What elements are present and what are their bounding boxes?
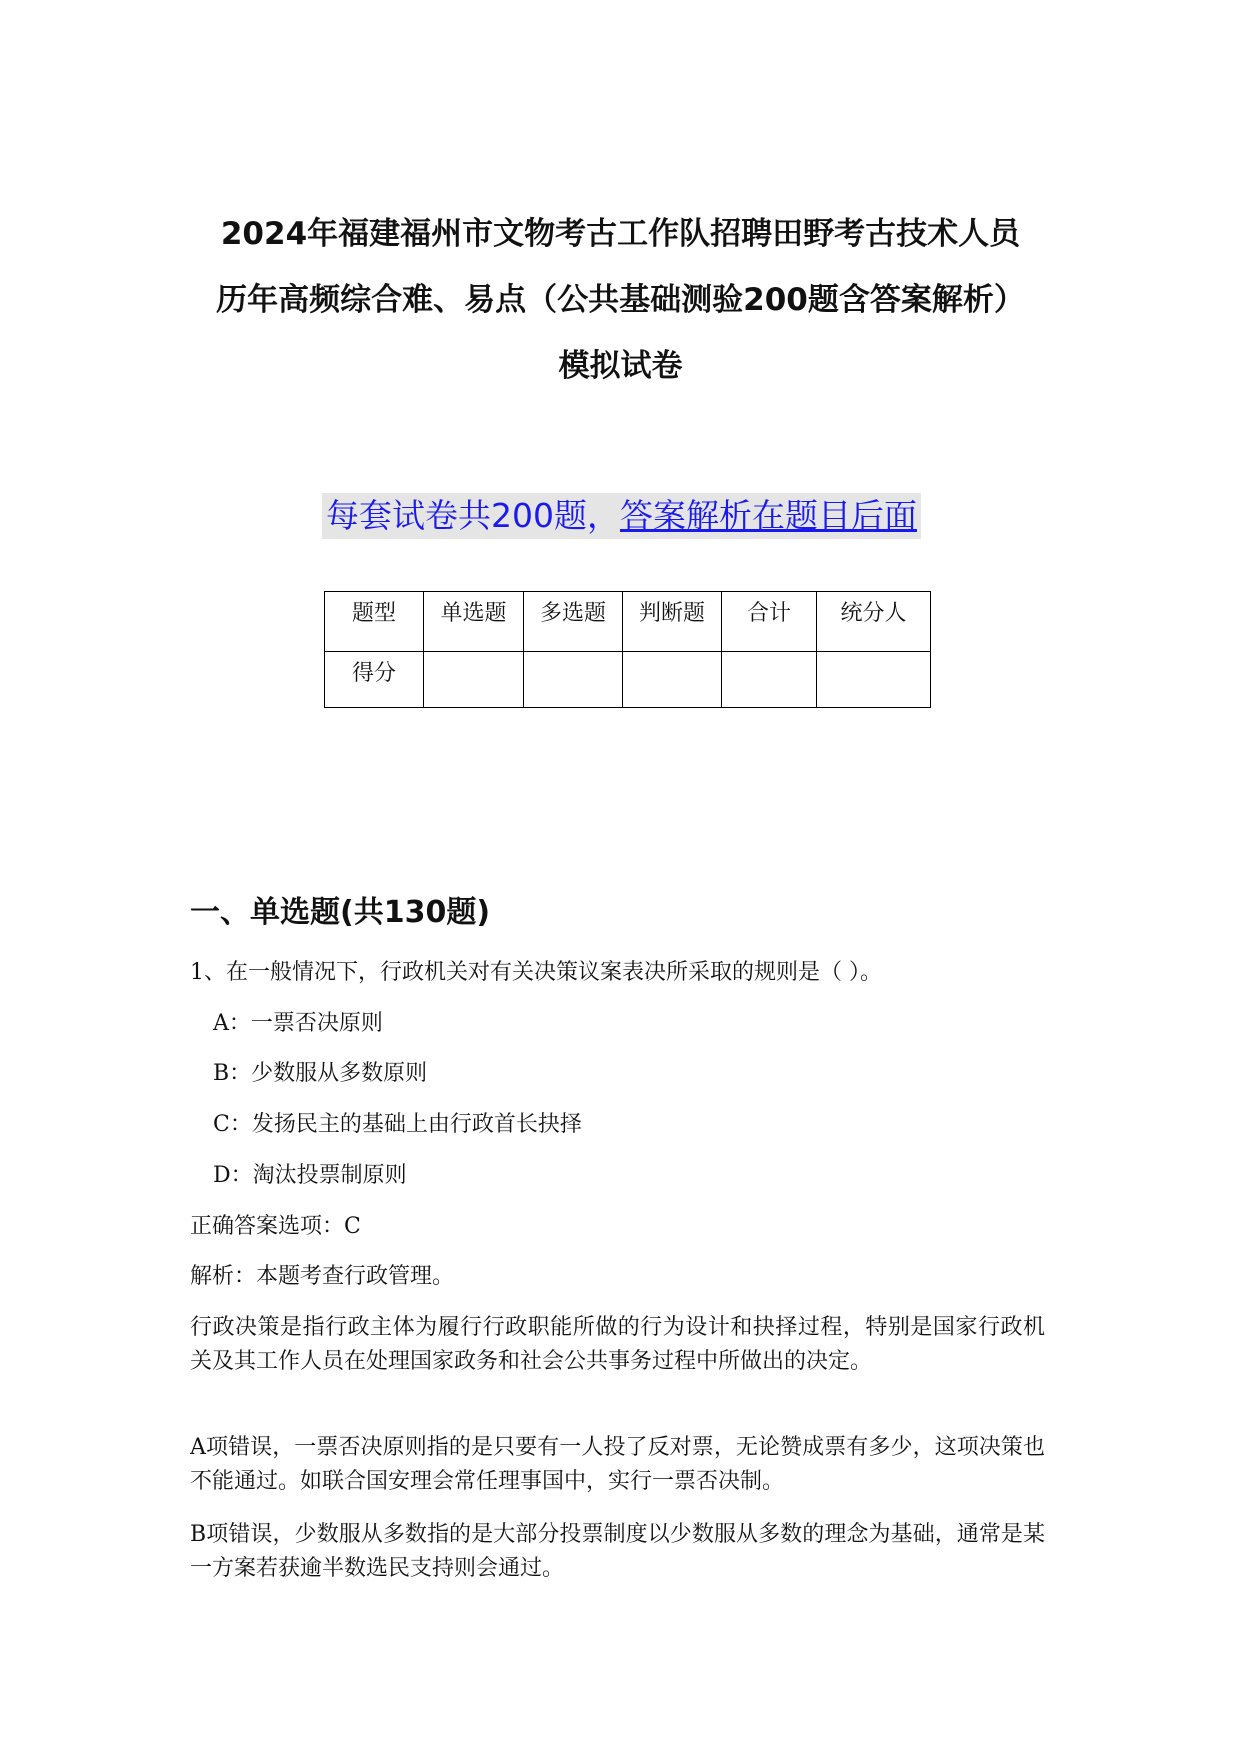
score-cell-true-false bbox=[623, 652, 722, 708]
analysis-paragraph: 行政决策是指行政主体为履行行政职能所做的行为设计和抉择过程，特别是国家行政机关及其工作人员在处理国家政务和社会公共事务过程中所做出的决定。 bbox=[190, 1315, 1045, 1374]
answer-line: 正确答案选项：C bbox=[190, 1214, 361, 1239]
score-row-label: 得分 bbox=[325, 652, 424, 708]
score-cell-total bbox=[722, 652, 817, 708]
score-cell-single-choice bbox=[424, 652, 524, 708]
score-table-score-row bbox=[325, 652, 931, 708]
header-multiple-choice: 多选题 bbox=[524, 592, 623, 652]
score-table bbox=[324, 591, 931, 708]
score-cell-multiple-choice bbox=[524, 652, 623, 708]
answer-explanation-link[interactable]: 答案解析在题目后面 bbox=[620, 496, 917, 535]
section-heading: 一、单选题(共130题) bbox=[190, 895, 491, 930]
header-scorer: 统分人 bbox=[817, 592, 931, 652]
header-true-false: 判断题 bbox=[623, 592, 722, 652]
notice-banner bbox=[322, 493, 921, 539]
score-cell-scorer bbox=[817, 652, 931, 708]
header-total: 合计 bbox=[722, 592, 817, 652]
header-single-choice: 单选题 bbox=[424, 592, 524, 652]
analysis-paragraph: A项错误，一票否决原则指的是只要有一人投了反对票，无论赞成票有多少，这项决策也不能通过。如联合国安理会常任理事国中，实行一票否决制。 bbox=[190, 1435, 1045, 1494]
document-title-line-2: 历年高频综合难、易点（公共基础测验200题含答案解析） bbox=[216, 282, 1025, 318]
header-question-type: 题型 bbox=[325, 592, 424, 652]
analysis-paragraph: B项错误，少数服从多数指的是大部分投票制度以少数服从多数的理念为基础，通常是某一方案若获逾半数选民支持则会通过。 bbox=[190, 1522, 1045, 1581]
document-title-line-1: 2024年福建福州市文物考古工作队招聘田野考古技术人员 bbox=[220, 216, 1021, 252]
option-c: C：发扬民主的基础上由行政首长抉择 bbox=[213, 1112, 582, 1137]
score-table-header-row bbox=[325, 592, 931, 652]
option-b: B：少数服从多数原则 bbox=[213, 1061, 428, 1086]
document-title-line-3: 模拟试卷 bbox=[558, 348, 683, 384]
analysis-intro: 解析：本题考查行政管理。 bbox=[190, 1264, 455, 1289]
notice-text: 每套试卷共200题， bbox=[326, 496, 620, 535]
option-d: D：淘汰投票制原则 bbox=[213, 1163, 407, 1188]
question-stem: 1、在一般情况下，行政机关对有关决策议案表决所采取的规则是（ ）。 bbox=[190, 960, 882, 985]
option-a: A：一票否决原则 bbox=[213, 1011, 383, 1036]
